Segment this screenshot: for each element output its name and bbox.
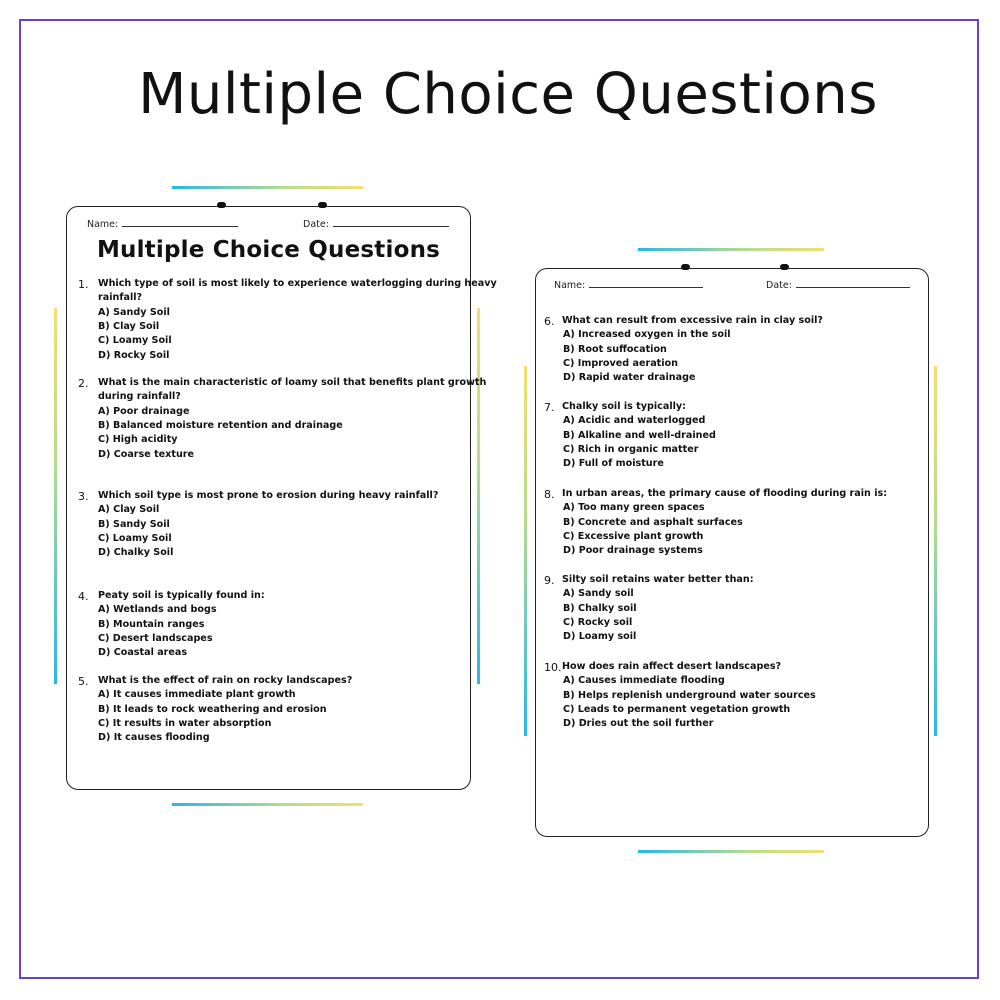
- answer-option[interactable]: D) It causes flooding: [98, 732, 210, 744]
- answer-option[interactable]: A) Increased oxygen in the soil: [563, 329, 731, 341]
- question-text: What is the effect of rain on rocky landscapes?: [98, 675, 353, 686]
- answer-option[interactable]: A) Causes immediate flooding: [563, 675, 725, 687]
- question-number: 8.: [544, 488, 555, 501]
- binder-ring: [681, 264, 690, 270]
- name-line: [122, 217, 238, 227]
- deco-line-right-side-right: [934, 366, 937, 736]
- answer-option[interactable]: D) Full of moisture: [563, 458, 664, 470]
- answer-option[interactable]: D) Poor drainage systems: [563, 545, 703, 557]
- question-number: 9.: [544, 574, 555, 587]
- answer-option[interactable]: C) High acidity: [98, 434, 178, 446]
- deco-line-left-side-right: [477, 308, 480, 684]
- question-text: Chalky soil is typically:: [562, 401, 686, 412]
- question-number: 10.: [544, 661, 562, 674]
- binder-ring: [318, 202, 327, 208]
- question-text: Peaty soil is typically found in:: [98, 590, 265, 601]
- question-text: Which soil type is most prone to erosion during heavy rainfall?: [98, 490, 439, 501]
- date-label: Date:: [303, 219, 329, 230]
- question-text: What can result from excessive rain in clay soil?: [562, 315, 823, 326]
- question-text: rainfall?: [98, 292, 143, 304]
- question-number: 4.: [78, 590, 89, 603]
- answer-option[interactable]: A) Acidic and waterlogged: [563, 415, 706, 427]
- answer-option[interactable]: B) Root suffocation: [563, 343, 667, 355]
- question-text: during rainfall?: [98, 391, 181, 403]
- answer-option[interactable]: D) Dries out the soil further: [563, 718, 714, 730]
- worksheet-title: Multiple Choice Questions: [96, 237, 441, 263]
- question-number: 3.: [78, 490, 89, 503]
- answer-option[interactable]: A) Clay Soil: [98, 504, 160, 516]
- name-field[interactable]: [87, 217, 238, 230]
- answer-option[interactable]: B) Alkaline and well-drained: [563, 429, 716, 441]
- question-number: 2.: [78, 377, 89, 390]
- answer-option[interactable]: B) Sandy Soil: [98, 518, 170, 530]
- name-label: Name:: [87, 219, 119, 230]
- answer-option[interactable]: B) Mountain ranges: [98, 618, 205, 630]
- question-number: 5.: [78, 675, 89, 688]
- question-text: Silty soil retains water better than:: [562, 574, 754, 585]
- answer-option[interactable]: A) Poor drainage: [98, 405, 190, 417]
- answer-option[interactable]: D) Coastal areas: [98, 647, 188, 659]
- deco-line-left-top: [172, 186, 363, 189]
- deco-line-left-bottom: [172, 803, 363, 806]
- date-line: [796, 278, 910, 288]
- answer-option[interactable]: C) Loamy Soil: [98, 532, 172, 544]
- date-field[interactable]: [766, 278, 910, 291]
- deco-line-right-top: [638, 248, 824, 251]
- answer-option[interactable]: B) Chalky soil: [563, 602, 637, 614]
- answer-option[interactable]: C) Rocky soil: [563, 616, 633, 628]
- question-number: 1.: [78, 278, 89, 291]
- answer-option[interactable]: C) Excessive plant growth: [563, 530, 704, 542]
- question-text: In urban areas, the primary cause of flooding during rain is:: [562, 488, 888, 499]
- name-label: Name:: [554, 280, 586, 291]
- answer-option[interactable]: D) Rapid water drainage: [563, 372, 696, 384]
- answer-option[interactable]: B) Concrete and asphalt surfaces: [563, 516, 743, 528]
- answer-option[interactable]: D) Chalky Soil: [98, 547, 174, 559]
- answer-option[interactable]: C) Improved aeration: [563, 357, 678, 369]
- answer-option[interactable]: B) Balanced moisture retention and drainage: [98, 419, 343, 431]
- answer-option[interactable]: B) It leads to rock weathering and erosion: [98, 703, 327, 715]
- worksheet-page-2: [535, 268, 929, 837]
- binder-ring: [780, 264, 789, 270]
- question-text: What is the main characteristic of loamy soil that benefits plant growth: [98, 377, 487, 388]
- binder-ring: [217, 202, 226, 208]
- answer-option[interactable]: D) Coarse texture: [98, 448, 195, 460]
- answer-option[interactable]: C) Desert landscapes: [98, 632, 213, 644]
- answer-option[interactable]: D) Rocky Soil: [98, 349, 170, 361]
- answer-option[interactable]: B) Helps replenish underground water sources: [563, 689, 816, 701]
- answer-option[interactable]: A) Sandy soil: [563, 588, 634, 600]
- date-line: [333, 217, 449, 227]
- question-text: Which type of soil is most likely to experience waterlogging during heavy: [98, 278, 497, 289]
- date-field[interactable]: [303, 217, 449, 230]
- date-label: Date:: [766, 280, 792, 291]
- page-title: Multiple Choice Questions: [138, 62, 878, 127]
- answer-option[interactable]: A) Too many green spaces: [563, 502, 705, 514]
- deco-line-left-side: [54, 308, 57, 684]
- name-field[interactable]: [554, 278, 703, 291]
- name-line: [589, 278, 703, 288]
- answer-option[interactable]: D) Loamy soil: [563, 631, 637, 643]
- answer-option[interactable]: A) Sandy Soil: [98, 306, 170, 318]
- worksheet-page-1: [66, 206, 497, 790]
- deco-line-right-bottom: [638, 850, 824, 853]
- answer-option[interactable]: C) Leads to permanent vegetation growth: [563, 703, 791, 715]
- answer-option[interactable]: A) It causes immediate plant growth: [98, 689, 296, 701]
- answer-option[interactable]: C) Loamy Soil: [98, 335, 172, 347]
- answer-option[interactable]: B) Clay Soil: [98, 320, 160, 332]
- answer-option[interactable]: A) Wetlands and bogs: [98, 604, 217, 616]
- answer-option[interactable]: C) Rich in organic matter: [563, 443, 699, 455]
- question-text: How does rain affect desert landscapes?: [562, 661, 782, 672]
- question-number: 6.: [544, 315, 555, 328]
- answer-option[interactable]: C) It results in water absorption: [98, 717, 272, 729]
- question-number: 7.: [544, 401, 555, 414]
- deco-line-right-side: [524, 366, 527, 736]
